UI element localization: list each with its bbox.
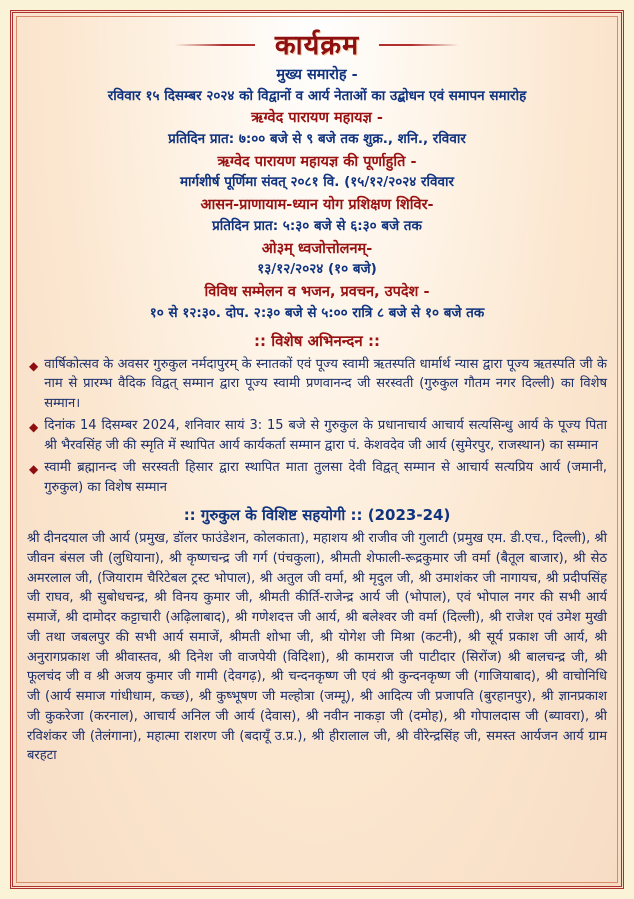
contributors-heading-main: :: गुरुकुल के विशिष्ट सहयोगी :: xyxy=(183,506,363,525)
special-honours-heading: :: विशेष अभिनन्दन :: xyxy=(254,331,380,350)
contributors-heading xyxy=(27,505,607,525)
special-honour-item xyxy=(27,355,607,414)
special-honour-item xyxy=(27,458,607,497)
special-honour-text-2: दिनांक 14 दिसम्बर 2024, शनिवार सायं 3: 15 बजे से गुरुकुल के प्रधानाचार्य आचार्य सत्यसिन्धु आर्य के पूज्य पिता श्री भैरवसिंह जी की स्मृति में स्थापित आर्य कार्यकर्ता सम्मान द्वारा पं. केशवदेव जी आर्य (सुमेरपुर, राजस्थान) का सम्मान xyxy=(44,418,607,453)
special-honour-text-1: वार्षिकोत्सव के अवसर गुरुकुल नर्मदापुरम् के स्नातकों एवं पूज्य स्वामी ऋतस्पति धार्मार्थ न्यास द्वारा पूज्य ऋतस्पति जी के नाम से प्रारम्भ वैदिक विद्वत् सम्मान द्वारा पूज्य स्वामी प्रणवानन्द जी सरस्वती (गुरुकुल गौतम नगर दिल्ली) का विशेष सम्मान। xyxy=(44,356,607,411)
diamond-bullet-icon: ◆ xyxy=(29,462,39,477)
section-heading-rigved-parayan: ऋग्वेद पारायण महायज्ञ - xyxy=(251,110,383,127)
contributors-heading-year: (2023-24) xyxy=(367,506,451,525)
section-line-main-ceremony: रविवार १५ दिसम्बर २०२४ को विद्वानों व आर्य नेताओं का उद्बोधन एवं समापन समारोह xyxy=(107,87,527,104)
title-band xyxy=(27,25,607,62)
section-heading-main-ceremony: मुख्य समारोह - xyxy=(276,67,358,83)
diamond-bullet-icon: ◆ xyxy=(29,420,39,435)
schedule-section xyxy=(27,66,607,323)
section-line-purnahuti: मार्गशीर्ष पूर्णिमा संवत् २०८१ वि. (१५/१२/२०२४ रविवार xyxy=(179,174,455,191)
section-line-rigved-parayan: प्रतिदिन प्रात: ७:०० बजे से ९ बजे तक शुक्र., शनि., रविवार xyxy=(168,131,466,148)
poster-frame xyxy=(10,10,624,889)
special-honour-item xyxy=(27,416,607,455)
diamond-bullet-icon: ◆ xyxy=(29,358,39,373)
section-line-yoga-shivir: प्रतिदिन प्रात: ५:३० बजे से ६:३० बजे तक xyxy=(212,217,422,234)
contributors-text: श्री दीनदयाल जी आर्य (प्रमुख, डॉलर फाउंडेशन, कोलकाता), महाशय श्री राजीव जी गुलाटी (प्रमुख एम. डी.एच., दिल्ली), श्री जीवन बंसल जी (लुधियाना), श्री कृष्णचन्द्र जी गर्ग (पंचकुला), श्रीमती शेफाली-रूद्रकुमार जी वर्मा (बैतूल बाजार), श्री सेठ अमरलाल जी, (जियाराम चैरिटेबल ट्रस्ट भोपाल), श्री अतुल जी वर्मा, श्री मृदुल जी, श्री उमाशंकर जी नागायच, श्री प्रदीपसिंह जी राघव, श्री सुबोधचन्द्र, श्री विनय कुमार जी, श्रीमती कीर्ति-राजेन्द्र आर्य जी (भोपाल), एवं भोपाल नगर की सभी आर्य समाजें, श्री दामोदर कट्टाचारी (अढ़िलाबाद), श्री गणेशदत्त जी आर्य, श्री बलेश्वर जी वर्मा (दिल्ली), श्री राजेश एवं उमेश मुखी जी तथा जबलपुर की सभी आर्य समाजें, श्रीमती शोभा जी, श्री योगेश जी मिश्रा (कटनी), श्री सूर्य प्रकाश जी आर्य, श्री अनुरागप्रकाश जी श्रीवास्तव, श्री दिनेश जी वाजपेयी (विदिशा), श्री कामराज जी पाटीदार (सिरोंज) श्री बालचन्द्र जी, श्री फूलचंद जी व श्री अजय कुमार जी गामी (देवगढ़), श्री चन्दनकृष्ण जी एवं श्री कुन्दनकृष्ण जी (गाजियाबाद), श्री वाचोनिधि जी (आर्य समाज गांधीधाम, कच्छ), श्री कुष्भूषण जी मल्होत्रा (जम्मू), श्री आदित्य जी प्रजापति (बुरहानपुर), श्री ज्ञानप्रकाश जी कुकरेजा (करनाल), आचार्य अनिल जी आर्य (देवास), श्री नवीन नाकड़ा जी (दमोह), श्री गोपालदास जी (ब्यावरा), श्री रविशंकर जी (तेलंगाना), महात्मा राशरण जी (बदायूँ उ.प्र.), श्री हीरालाल जी, श्री वीरेन्द्रसिंह जी, समस्त आर्यजन आर्य ग्राम बरहटा xyxy=(27,531,607,764)
special-honour-text-3: स्वामी ब्रह्मानन्द जी सरस्वती हिसार द्वारा स्थापित माता तुलसा देवी विद्वत् सम्मान से आचार्य सत्यप्रिय आर्य (जमानी, गुरुकुल) का विशेष सम्मान xyxy=(44,460,607,495)
section-heading-dhwajotolan: ओ३म् ध्वजोत्तोलनम्- xyxy=(261,240,373,257)
section-heading-purnahuti: ऋग्वेद पारायण महायज्ञ की पूर्णाहुति - xyxy=(217,153,417,170)
section-line-dhwajotolan: १३/१२/२०२४ (१० बजे) xyxy=(257,261,377,278)
section-line-vividh-sammelan: १० से १२:३०. दोप. २:३० बजे से ५:०० रात्रि ८ बजे से १० बजे तक xyxy=(149,304,485,321)
page-title: कार्यक्रम xyxy=(245,25,389,62)
section-heading-yoga-shivir: आसन-प्राणायाम-ध्यान योग प्रशिक्षण शिविर- xyxy=(200,197,434,214)
section-heading-vividh-sammelan: विविध सम्मेलन व भजन, प्रवचन, उपदेश - xyxy=(204,284,430,301)
